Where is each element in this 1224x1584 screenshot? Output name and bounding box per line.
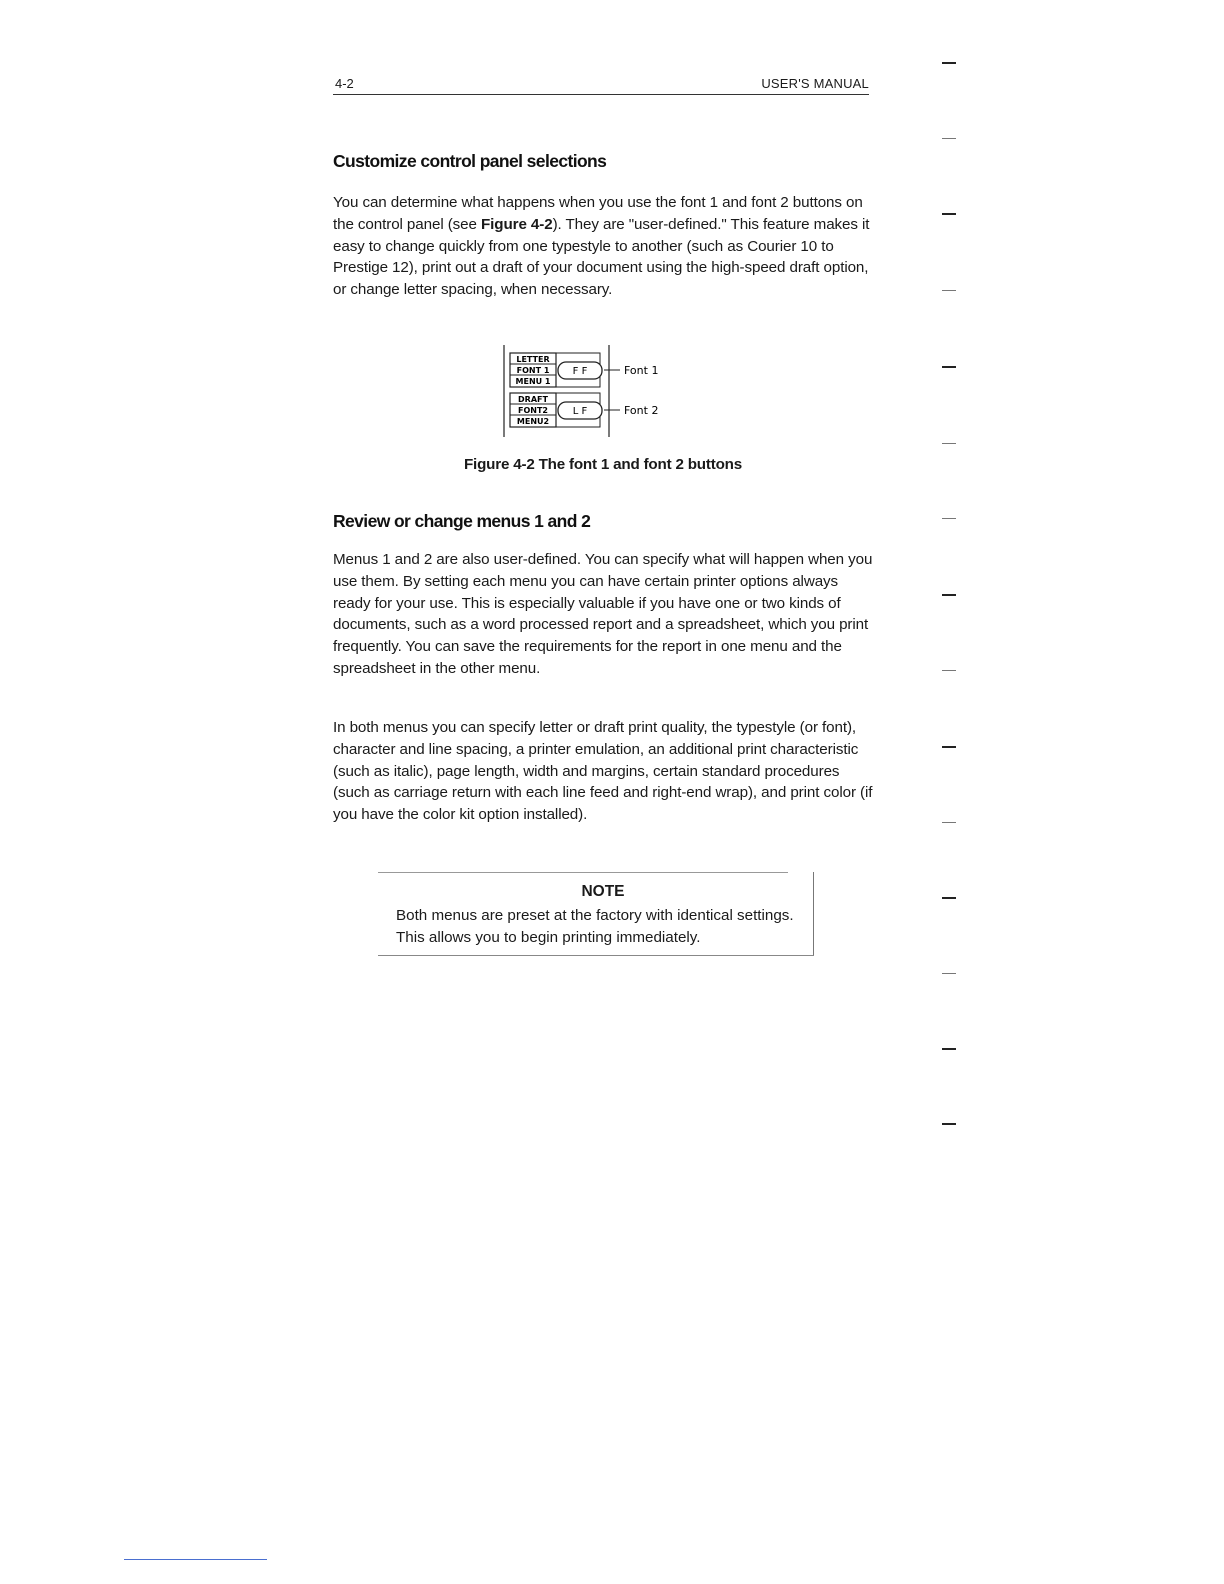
paragraph-text: ). They are "user-defined." This feature makes it easy to change quickly from one typestyle to another (such as Courier 10 to Prestige 12), print out a draft of your document using the high-speed draft option, or change letter spacing, when necessary. xyxy=(333,215,870,299)
margin-tick xyxy=(942,897,956,899)
manual-title: USER'S MANUAL xyxy=(761,76,869,91)
font2-callout: Font 2 xyxy=(624,404,659,417)
button2-label-top: DRAFT xyxy=(518,395,548,404)
margin-tick xyxy=(942,62,956,64)
bottom-rule xyxy=(124,1559,267,1560)
section-paragraph-customize xyxy=(333,192,873,301)
margin-tick xyxy=(942,973,956,974)
section-paragraph-menus-2: In both menus you can specify letter or draft print quality, the typestyle (or font), character and line spacing, a printer emulation, an additional print characteristic (such as italic), page length, width and margins, certain standard procedures (such as carriage return with each line feed and right-end wrap), and print color (if you have the color kit option installed). xyxy=(333,719,873,824)
margin-tick xyxy=(942,746,956,748)
margin-tick xyxy=(942,594,956,596)
figure-reference: Figure 4-2 xyxy=(480,215,553,233)
note-top-rule xyxy=(378,872,788,873)
section-heading-menus: Review or change menus 1 and 2 xyxy=(333,511,591,531)
section-paragraph-menus-1: Menus 1 and 2 are also user-defined. You can specify what will happen when you use them. By setting each menu you can have certain printer options always ready for your use. This is especially valuable if you have one or two kinds of documents, such as a word processed report and a spreadsheet, which you print frequently. You can save the requirements for the report in one menu and the spreadsheet in the other menu. xyxy=(333,551,873,677)
margin-tick xyxy=(942,138,956,139)
page-header xyxy=(333,74,869,95)
button2-label-bottom: MENU2 xyxy=(516,417,550,426)
margin-tick xyxy=(942,443,956,444)
paragraph-text: You can determine what happens when you use the font 1 and font 2 buttons on the control panel (see xyxy=(333,194,863,233)
margin-tick xyxy=(942,670,956,671)
control-panel-figure xyxy=(500,345,680,437)
margin-tick xyxy=(942,213,956,215)
control-panel-diagram xyxy=(500,345,680,437)
font1-key: F F xyxy=(572,366,588,377)
button1-label-middle: FONT 1 xyxy=(516,366,550,375)
figure-caption: Figure 4-2 The font 1 and font 2 buttons xyxy=(463,456,743,473)
button2-label-middle: FONT2 xyxy=(518,406,548,415)
note-bottom-rule xyxy=(378,955,814,956)
margin-tick xyxy=(942,290,956,291)
note-box xyxy=(378,872,814,956)
button1-label-bottom: MENU 1 xyxy=(515,377,551,386)
font2-key: L F xyxy=(572,406,588,417)
note-text: Both menus are preset at the factory with identical settings. This allows you to begin printing immediately. xyxy=(396,907,794,946)
margin-tick xyxy=(942,366,956,368)
font1-callout: Font 1 xyxy=(624,364,659,377)
button1-label-top: LETTER xyxy=(516,355,550,364)
section-heading-customize: Customize control panel selections xyxy=(333,151,607,171)
margin-tick xyxy=(942,1123,956,1125)
page-number: 4-2 xyxy=(335,76,354,91)
margin-tick xyxy=(942,822,956,823)
margin-tick xyxy=(942,518,956,519)
note-title: NOTE xyxy=(581,883,625,900)
margin-tick xyxy=(942,1048,956,1050)
